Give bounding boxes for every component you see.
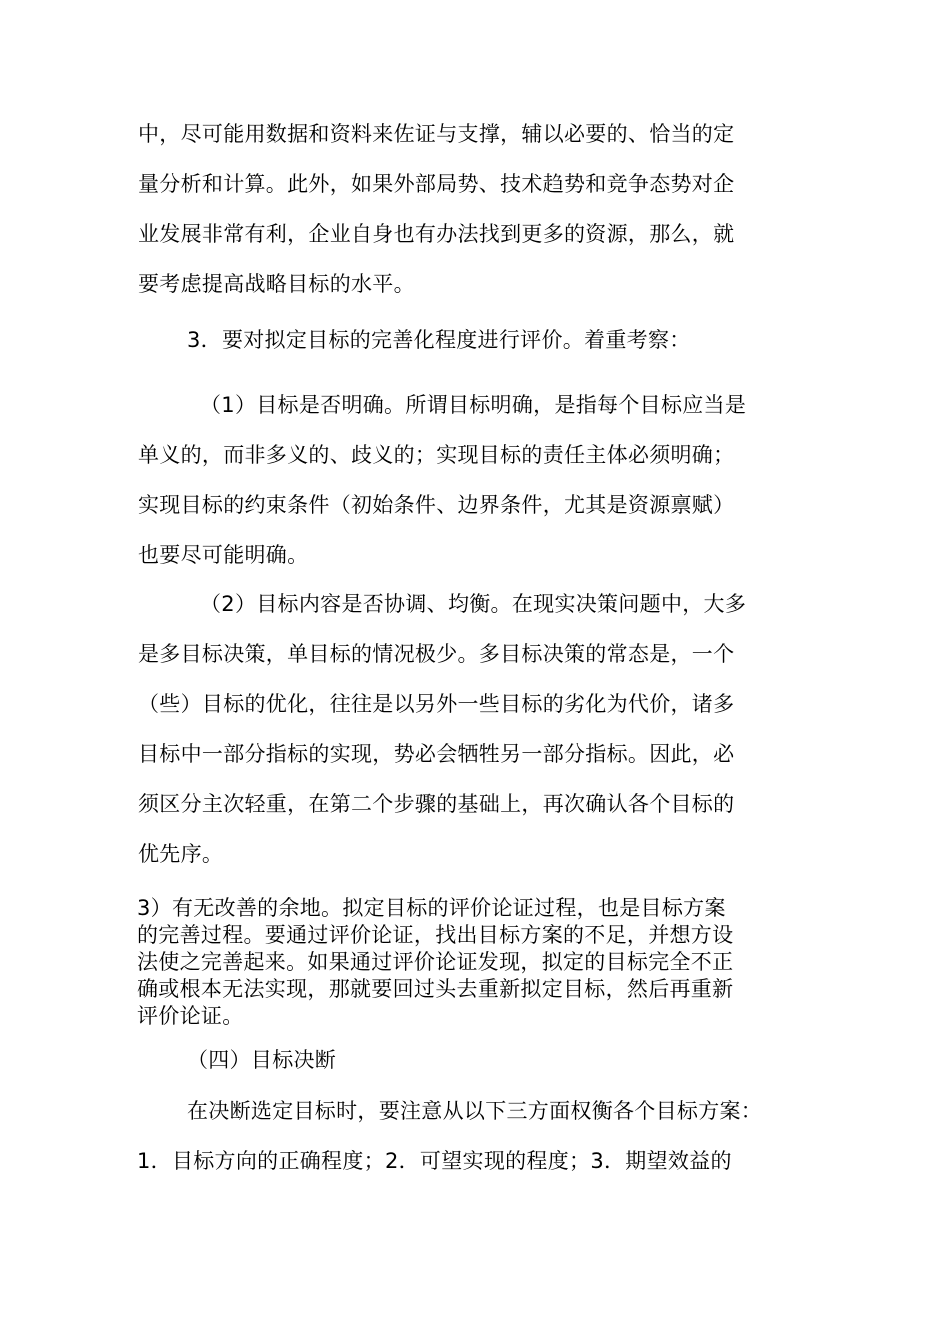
paragraph-line: 要考虑提高战略目标的水平。 [138, 272, 415, 296]
section-4-intro: 在决断选定目标时，要注意从以下三方面权衡各个目标方案： [187, 1099, 763, 1123]
sub-item-2-line: 须区分主次轻重，在第二个步骤的基础上，再次确认各个目标的 [138, 792, 735, 816]
sub-item-3-line: 法使之完善起来。如果通过评价论证发现，拟定的目标完全不正 [137, 950, 734, 974]
sub-item-1-line: （1）目标是否明确。所谓目标明确，是指每个目标应当是 [200, 393, 747, 417]
sub-item-2-line: 优先序。 [138, 842, 224, 866]
sub-item-3-line: 3）有无改善的余地。拟定目标的评价论证过程，也是目标方案 [137, 896, 726, 920]
section-4-list: 1．目标方向的正确程度；2．可望实现的程度；3．期望效益的 [137, 1149, 732, 1173]
sub-item-1-line: 单义的，而非多义的、歧义的；实现目标的责任主体必须明确； [138, 443, 735, 467]
sub-item-3-line: 的完善过程。要通过评价论证，找出目标方案的不足，并想方设 [137, 923, 734, 947]
sub-item-3-line: 评价论证。 [137, 1004, 244, 1028]
section-4-heading: （四）目标决断 [187, 1048, 337, 1072]
paragraph-line: 中，尽可能用数据和资料来佐证与支撑，辅以必要的、恰当的定 [138, 122, 735, 146]
sub-item-2-line: 是多目标决策，单目标的情况极少。多目标决策的常态是，一个 [138, 642, 735, 666]
sub-item-2-line: 目标中一部分指标的实现，势必会牺牲另一部分指标。因此，必 [138, 742, 735, 766]
sub-item-1-line: 实现目标的约束条件（初始条件、边界条件，尤其是资源禀赋） [138, 493, 735, 517]
paragraph-line: 量分析和计算。此外，如果外部局势、技术趋势和竞争态势对企 [138, 172, 735, 196]
sub-item-3-line: 确或根本无法实现，那就要回过头去重新拟定目标，然后再重新 [137, 977, 734, 1001]
sub-item-1-line: 也要尽可能明确。 [138, 543, 309, 567]
item-3-heading: 3．要对拟定目标的完善化程度进行评价。着重考察： [187, 328, 691, 352]
sub-item-2-line: （2）目标内容是否协调、均衡。在现实决策问题中，大多 [200, 592, 747, 616]
paragraph-line: 业发展非常有利，企业自身也有办法找到更多的资源，那么，就 [138, 222, 735, 246]
sub-item-2-line: （些）目标的优化，往往是以另外一些目标的劣化为代价，诸多 [138, 692, 735, 716]
